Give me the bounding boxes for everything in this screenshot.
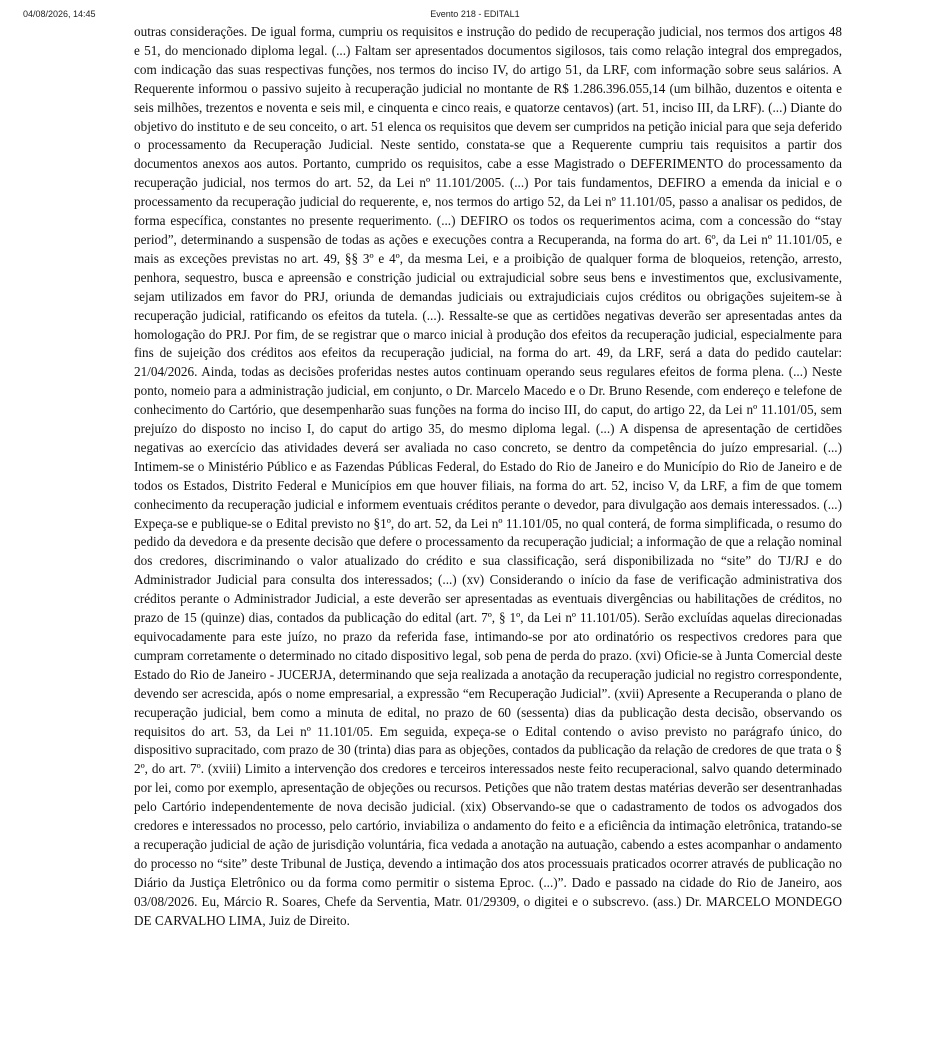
document-body xyxy=(134,23,842,931)
event-title: Evento 218 - EDITAL1 xyxy=(430,9,520,19)
body-paragraph: outras considerações. De igual forma, cumpriu os requisitos e instrução do pedido de recuperação judicial, nos termos dos artigos 48 e 51, do mencionado diploma legal. (...) Faltam ser apresentados documentos sigilosos, tais como relação integral dos empregados, com indicação das suas respectivas funções, nos termos do inciso IV, do artigo 51, da LRF, com informação sobre seus salários. A Requerente informou o passivo sujeito à recuperação judicial no montante de R$ 1.286.396.055,14 (um bilhão, duzentos e oitenta e seis milhões, trezentos e noventa e seis mil, e cinquenta e cinco reais, e quatorze centavos) (art. 51, inciso III, da LRF). (...) Diante do objetivo do instituto e de seu conceito, o art. 51 elenca os requisitos que devem ser cumpridos na petição inicial para que seja deferido o processamento da Recuperação Judicial. Neste sentido, constata-se que a Requerente cumpriu tais requisitos a partir dos documentos anexos aos autos. Portanto, cumprido os requisitos, cabe a esse Magistrado o DEFERIMENTO do processamento da recuperação judicial, nos termos do art. 52, da Lei nº 11.101/2005. (...) Por tais fundamentos, DEFIRO a emenda da inicial e o processamento da recuperação judicial do requerente, e, nos termos do artigo 52, da Lei nº 11.101/05, passo a analisar os pedidos, de forma específica, constantes no presente requerimento. (...) DEFIRO os todos os requerimentos acima, com a concessão do “stay period”, determinando a suspensão de todas as ações e execuções contra a Recuperanda, na forma do art. 6º, da Lei nº 11.101/05, e mais as exceções previstas no art. 49, §§ 3º e 4º, da mesma Lei, e a proibição de qualquer forma de bloqueios, retenção, arresto, penhora, sequestro, busca e apreensão e constrição judicial ou extrajudicial sobre seus bens e investimentos que, exclusivamente, sejam utilizados em favor do PRJ, oriunda de demandas judiciais ou extrajudiciais cujos créditos ou obrigações sujeitem-se à recuperação judicial, ratificando os efeitos da tutela. (...). Ressalte-se que as certidões negativas deverão ser apresentadas antes da homologação do PRJ. Por fim, de se registrar que o marco inicial à produção dos efeitos da recuperação judicial, especialmente para fins de sujeição dos créditos aos efeitos da recuperação judicial, na forma do art. 49, da LRF, será a data do pedido cautelar: 21/04/2026. Ainda, todas as decisões proferidas nestes autos continuam operando seus regulares efeitos de forma plena. (...) Neste ponto, nomeio para a administração judicial, em conjunto, o Dr. Marcelo Macedo e o Dr. Bruno Resende, com endereço e telefone de conhecimento do Cartório, que desempenharão suas funções na forma do inciso III, do caput, do artigo 22, da Lei nº 11.101/05, sem prejuízo do disposto no inciso I, do caput do artigo 35, do mesmo diploma legal. (...) A dispensa de apresentação de certidões negativas ao exercício das atividades deverá ser avaliada no caso concreto, se dentro da competência do juízo empresarial. (...) Intimem-se o Ministério Público e as Fazendas Públicas Federal, do Estado do Rio de Janeiro e do Município do Rio de Janeiro e de todos os Estados, Distrito Federal e Municípios em que houver filiais, na forma do art. 52, inciso V, da LRF, a fim de que tomem conhecimento da recuperação judicial e informem eventuais créditos perante o devedor, para divulgação aos demais interessados. (...) Expeça-se e publique-se o Edital previsto no §1º, do art. 52, da Lei nº 11.101/05, no qual conterá, de forma simplificada, o resumo do pedido da devedora e da presente decisão que defere o processamento da recuperação judicial; a informação de que a relação nominal dos credores, discriminando o valor atualizado do crédito e sua classificação, será disponibilizada no “site” do TJ/RJ e do Administrador Judicial para consulta dos interessados; (...) (xv) Considerando o início da fase de verificação administrativa dos créditos perante o Administrador Judicial, a este deverão ser apresentadas as eventuais divergências ou habilitações de créditos, no prazo de 15 (quinze) dias, contados da publicação do edital (art. 7º, § 1º, da Lei nº 11.101/05). Serão excluídas aquelas direcionadas equivocadamente para este juízo, no prazo da referida fase, intimando-se por ato ordinatório os respectivos credores para que cumpram corretamente o determinado no citado dispositivo legal, sob pena de perda do prazo. (xvi) Oficie-se à Junta Comercial deste Estado do Rio de Janeiro - JUCERJA, determinando que seja realizada a anotação da recuperação judicial no registro correspondente, devendo ser acrescida, após o nome empresarial, a expressão “em Recuperação Judicial”. (xvii) Apresente a Recuperanda o plano de recuperação judicial, bem como a minuta de edital, no prazo de 60 (sessenta) dias da publicação desta decisão, observando os requisitos do art. 53, da Lei nº 11.101/05. Em seguida, expeça-se o Edital contendo o aviso previsto no parágrafo único, do dispositivo supracitado, com prazo de 30 (trinta) dias para as objeções, contados da publicação da relação de credores de que trata o § 2º, do art. 7º. (xviii) Limito a intervenção dos credores e terceiros interessados neste feito recuperacional, salvo quando determinado por lei, como por exemplo, apresentação de objeções ou recursos. Petições que não tratem destas matérias deverão ser desentranhadas pelo Cartório independentemente de nova decisão judicial. (xix) Observando-se que o cadastramento de todos os advogados dos credores e interessados no processo, pelo cartório, inviabiliza o andamento do feito e a eficiência da intimação eletrônica, tratando-se a recuperação judicial de ação de jurisdição voluntária, fica vedada a anotação na autuação, cabendo a estes acompanhar o andamento do processo no “site” deste Tribunal de Justiça, devendo a intimação dos atos processuais praticados ocorrer através de publicação no Diário da Justiça Eletrônico ou da forma como permitir o sistema Eproc. (...)”. Dado e passado na cidade do Rio de Janeiro, aos 03/08/2026. Eu, Márcio R. Soares, Chefe da Serventia, Matr. 01/29309, o digitei e o subscrevo. (ass.) Dr. MARCELO MONDEGO DE CARVALHO LIMA, Juiz de Direito. xyxy=(134,24,842,928)
print-header xyxy=(0,9,950,23)
print-datetime: 04/08/2026, 14:45 xyxy=(23,9,96,19)
